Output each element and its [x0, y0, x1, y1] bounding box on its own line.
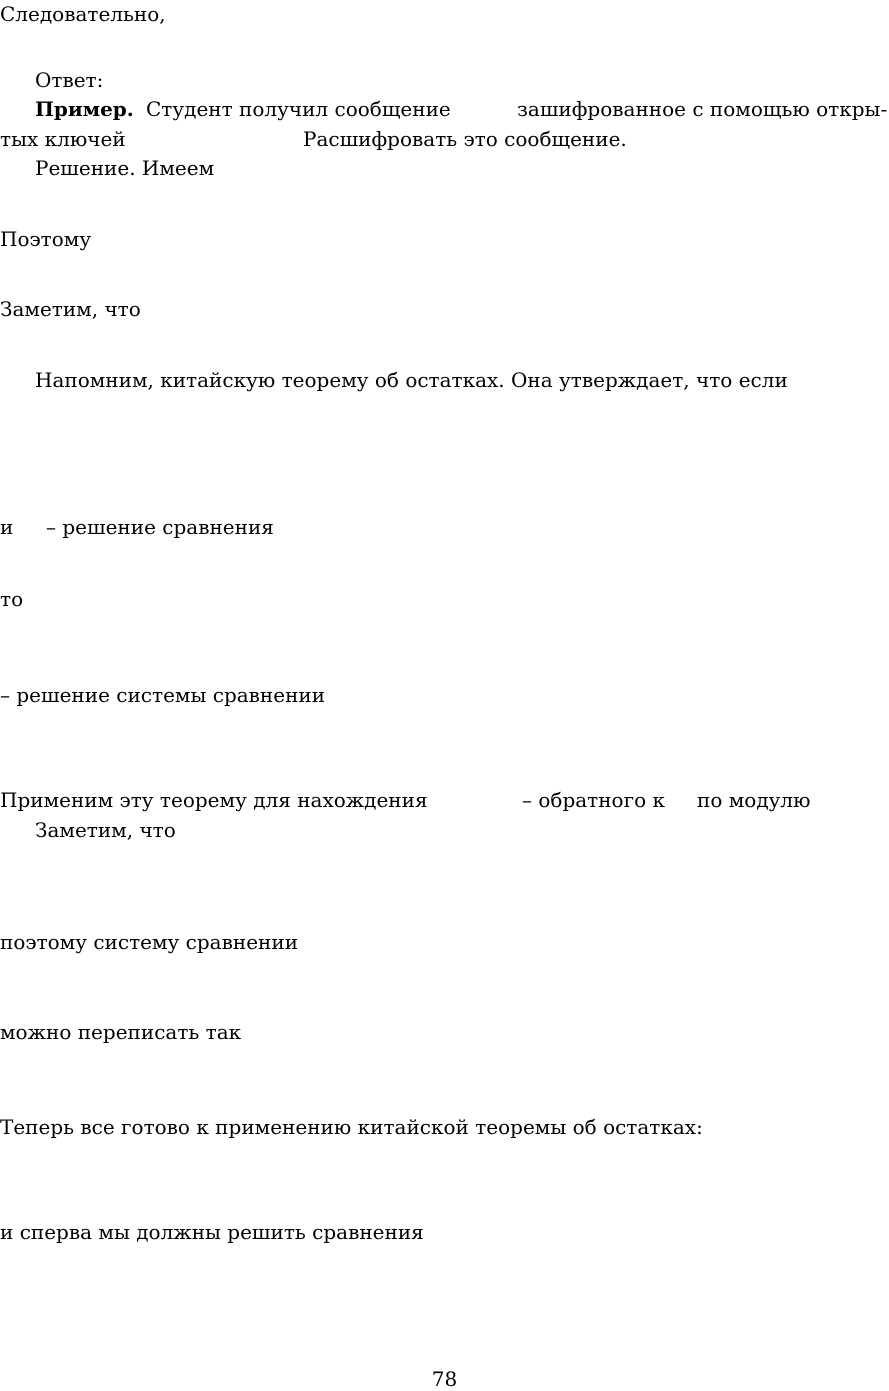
- can-rewrite: можно переписать так: [0, 1020, 242, 1044]
- apply-part-2: – обратного к: [522, 788, 665, 812]
- example-label: Пример.: [35, 97, 134, 121]
- answer-label: Ответ:: [35, 68, 104, 92]
- solution-line: Решение. Имеем: [35, 156, 215, 180]
- example-text-1: Студент получил сообщение: [146, 97, 451, 121]
- note-1: Заметим, что: [0, 297, 141, 321]
- crt-intro: Напомним, китайскую теорему об остатках. Она утверждает, что если: [35, 368, 788, 392]
- example-text-4: Расшифровать это сообщение.: [303, 127, 627, 151]
- therefore-system: поэтому систему сравнении: [0, 930, 299, 954]
- then-word: то: [0, 587, 24, 611]
- text-consequently: Следовательно,: [0, 2, 166, 26]
- apply-part-1: Применим эту теорему для нахождения: [0, 788, 428, 812]
- therefore-1: Поэтому: [0, 227, 92, 251]
- first-solve: и сперва мы должны решить сравнения: [0, 1220, 424, 1244]
- note-2: Заметим, что: [35, 818, 176, 842]
- example-text-3: тых ключей: [0, 127, 126, 151]
- page-number: 78: [431, 1367, 458, 1391]
- and-word: и: [0, 515, 14, 539]
- example-text-2: зашифрованное с помощью откры-: [517, 97, 888, 121]
- apply-part-3: по модулю: [697, 788, 811, 812]
- solution-of-congruence: – решение сравнения: [46, 515, 274, 539]
- ready-to-apply: Теперь все готово к применению китайской теоремы об остатках:: [0, 1115, 703, 1139]
- solution-of-system: – решение системы сравнении: [0, 683, 326, 707]
